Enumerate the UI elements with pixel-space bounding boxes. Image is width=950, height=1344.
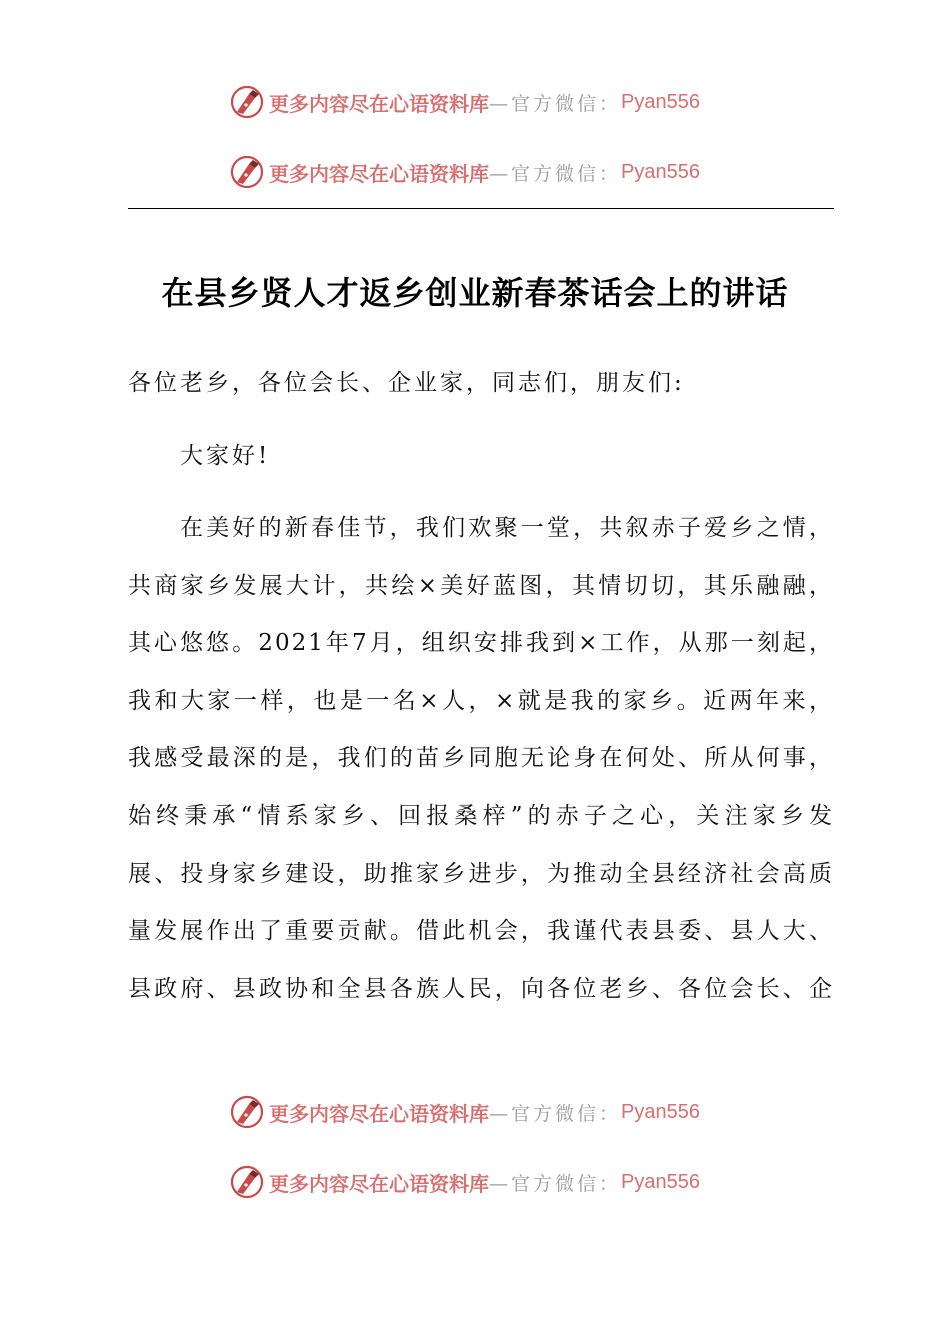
body-line: 在美好的新春佳节，我们欢聚一堂，共叙赤子爱乡之情， bbox=[180, 515, 834, 541]
watermark-wechat-id: Pyan556 bbox=[621, 90, 700, 113]
watermark-brand-text: 更多内容尽在心语资料库 bbox=[269, 91, 489, 116]
body-line: 我感受最深的是，我们的苗乡同胞无论身在何处、所从何事， bbox=[128, 745, 834, 772]
watermark-banner bbox=[229, 1092, 700, 1132]
watermark-banner bbox=[229, 1162, 700, 1202]
watermark-brand-text: 更多内容尽在心语资料库 bbox=[269, 161, 489, 186]
pen-nib-logo-icon bbox=[229, 154, 265, 190]
document-title: 在县乡贤人才返乡创业新春茶话会上的讲话 bbox=[161, 274, 789, 312]
watermark-wechat-id: Pyan556 bbox=[621, 160, 700, 183]
pen-nib-logo-icon bbox=[229, 1094, 265, 1130]
watermark-banner bbox=[229, 82, 700, 122]
greeting-line: 大家好! bbox=[180, 443, 271, 469]
watermark-label-text: —官方微信： bbox=[489, 1172, 622, 1195]
pen-nib-logo-icon bbox=[229, 84, 265, 120]
body-line: 其心悠悠。2021年7月，组织安排我到×工作，从那一刻起， bbox=[128, 630, 834, 657]
body-line: 量发展作出了重要贡献。借此机会，我谨代表县委、县人大、 bbox=[128, 918, 834, 945]
header-divider bbox=[128, 208, 834, 209]
salutation-line: 各位老乡，各位会长、企业家，同志们，朋友们: bbox=[128, 370, 685, 396]
body-line: 展、投身家乡建设，助推家乡进步，为推动全县经济社会高质 bbox=[128, 860, 834, 887]
watermark-label-text: —官方微信： bbox=[489, 92, 622, 115]
body-paragraph bbox=[128, 508, 834, 1026]
watermark-brand-text: 更多内容尽在心语资料库 bbox=[269, 1101, 489, 1126]
watermark-label-text: —官方微信： bbox=[489, 1102, 622, 1125]
body-line: 共商家乡发展大计，共绘×美好蓝图，其情切切，其乐融融， bbox=[128, 572, 834, 599]
watermark-wechat-id: Pyan556 bbox=[621, 1170, 700, 1193]
watermark-label-text: —官方微信： bbox=[489, 162, 622, 185]
watermark-wechat-id: Pyan556 bbox=[621, 1100, 700, 1123]
body-line: 始终秉承“情系家乡、回报桑梓”的赤子之心，关注家乡发 bbox=[128, 802, 834, 829]
body-line: 县政府、县政协和全县各族人民，向各位老乡、各位会长、企 bbox=[128, 975, 834, 1002]
watermark-banner bbox=[229, 152, 700, 192]
pen-nib-logo-icon bbox=[229, 1164, 265, 1200]
body-line: 我和大家一样，也是一名×人，×就是我的家乡。近两年来， bbox=[128, 687, 834, 714]
watermark-brand-text: 更多内容尽在心语资料库 bbox=[269, 1171, 489, 1196]
